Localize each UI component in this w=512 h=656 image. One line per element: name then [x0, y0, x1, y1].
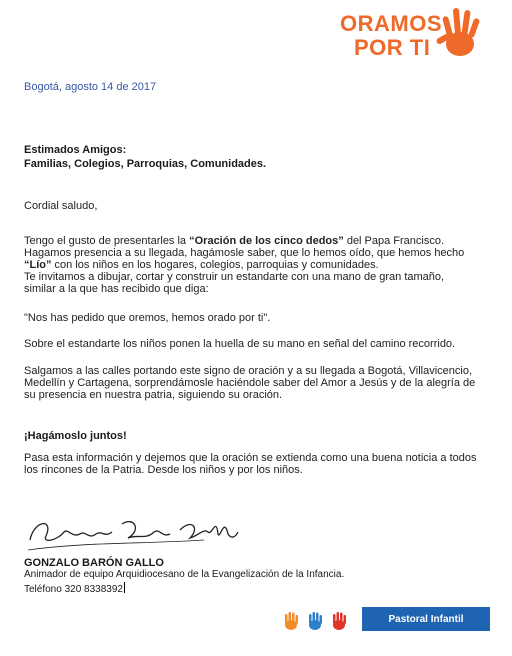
signer-phone [24, 582, 125, 595]
call-to-action: ¡Hagámoslo juntos! [24, 430, 127, 442]
text-line: Hagamos presencia a su llegada, hagámosle saber, que lo hemos oído, que hemos hecho [24, 247, 465, 259]
text-line: su presencia en nuestra patria, siguiendo su oración. [24, 389, 283, 401]
paragraph-streets [24, 365, 494, 401]
handwritten-signature [24, 510, 244, 559]
pastoral-infantil-badge: Pastoral Infantil [362, 607, 490, 631]
text-span: con los niños en los hogares, colegios, parroquias y comunidades. [51, 259, 379, 271]
text-line: similar a la que has recibido que diga: [24, 283, 209, 295]
footer-hands [280, 610, 350, 637]
text-line: Pasa esta información y dejemos que la oración se extienda como una buena noticia a todos [24, 452, 477, 464]
logo-title-line2: POR TI [354, 35, 431, 60]
salutation: Cordial saludo, [24, 200, 98, 212]
hand-print-icon [280, 610, 302, 637]
phone-text: Teléfono 320 8338392 [24, 584, 123, 595]
text-span: del Papa Francisco. [343, 235, 445, 247]
letter-date: Bogotá, agosto 14 de 2017 [24, 81, 157, 93]
hand-print-icon [304, 610, 326, 637]
logo-title-line1: ORAMOS [340, 11, 442, 36]
quote-line: "Nos has pedido que oremos, hemos orado por ti". [24, 312, 271, 324]
text-line: Te invitamos a dibujar, cortar y construir un estandarte con una mano de gran tamaño, [24, 271, 445, 283]
text-line: Salgamos a las calles portando este signo de oración y a su llegada a Bogotá, Villavicencio, [24, 365, 473, 377]
prayer-title: “Oración de los cinco dedos” [189, 235, 344, 247]
hand-print-icon [328, 610, 350, 637]
text-line: Medellín y Cartagena, sorprendámosle haciéndole saber del Amor a Jesús y de la alegría de [24, 377, 476, 389]
greeting-line1: Estimados Amigos: [24, 144, 127, 156]
text-span: Tengo el gusto de presentarles la [24, 235, 190, 247]
hand-print-icon [430, 2, 490, 67]
lio-word: “Lío” [24, 259, 52, 271]
paragraph-invitation [24, 235, 494, 295]
paragraph-banner: Sobre el estandarte los niños ponen la huella de su mano en señal del camino recorrido. [24, 338, 456, 350]
greeting-line2: Familias, Colegios, Parroquias, Comunidades. [24, 158, 267, 170]
signer-name: GONZALO BARÓN GALLO [24, 557, 164, 569]
signer-role: Animador de equipo Arquidiocesano de la Evangelización de la Infancia. [24, 569, 345, 580]
text-line: los rincones de la Patria. Desde los niños y por los niños. [24, 464, 303, 476]
greeting-block [24, 143, 266, 171]
text-cursor [124, 582, 125, 593]
paragraph-share [24, 452, 494, 476]
